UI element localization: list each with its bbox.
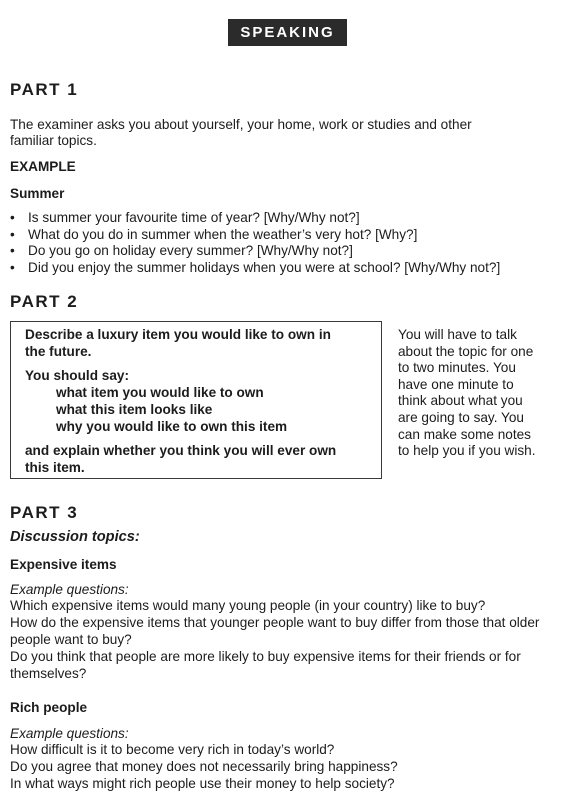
question-line: themselves?: [10, 666, 87, 681]
instruction-line: to two minutes. You: [398, 360, 516, 376]
part1-intro-line2: familiar topics.: [10, 133, 97, 148]
cue-line1: Describe a luxury item you would like to own in: [25, 327, 331, 342]
topic-title: Expensive items: [10, 557, 117, 572]
instruction-line: to help you if you wish.: [398, 443, 536, 459]
cue-line2: the future.: [25, 344, 92, 359]
part1-intro-line1: The examiner asks you about yourself, your home, work or studies and other: [10, 117, 472, 132]
explain-line2: this item.: [25, 460, 85, 475]
question-line: Do you agree that money does not necessarily bring happiness?: [10, 759, 398, 774]
instruction-line: think about what you: [398, 393, 523, 409]
instruction-line: You will have to talk: [398, 327, 517, 342]
part1-example-label: EXAMPLE: [10, 159, 76, 174]
cue-point: what item you would like to own: [56, 385, 264, 400]
question-line: Do you think that people are more likely to buy expensive items for their friends or for: [10, 649, 521, 664]
instruction-line: about the topic for one: [398, 343, 534, 359]
list-item: • Did you enjoy the summer holidays when you were at school? [Why/Why not?]: [10, 260, 500, 277]
question-line: In what ways might rich people use their money to help society?: [10, 776, 395, 791]
part1-question-list: [10, 210, 500, 276]
cue-point: what this item looks like: [56, 402, 213, 417]
cue-point: why you would like to own this item: [56, 419, 288, 434]
question-line: people want to buy?: [10, 632, 132, 647]
topic-title: Rich people: [10, 700, 88, 715]
should-say-label: You should say:: [25, 368, 129, 383]
part1-topic: Summer: [10, 186, 65, 201]
instruction-line: have one minute to: [398, 376, 514, 392]
question-line: Which expensive items would many young people (in your country) like to buy?: [10, 598, 486, 613]
cue-card: [10, 321, 382, 479]
list-item: • Is summer your favourite time of year? [Why/Why not?]: [10, 210, 500, 227]
question-line: How do the expensive items that younger people want to buy differ from those that older: [10, 615, 540, 630]
part2-instructions: [398, 327, 574, 460]
part1-heading: PART 1: [10, 80, 79, 99]
instruction-line: are going to say. You: [398, 409, 524, 425]
discussion-topics-label: Discussion topics:: [10, 529, 140, 545]
list-item: • Do you go on holiday every summer? [Why/Why not?]: [10, 243, 500, 260]
part3-heading: PART 3: [10, 503, 79, 522]
explain-line1: and explain whether you think you will ever own: [25, 443, 337, 458]
list-item: • What do you do in summer when the weather’s very hot? [Why?]: [10, 227, 500, 244]
section-banner: SPEAKING: [228, 19, 347, 46]
part2-heading: PART 2: [10, 292, 79, 311]
example-questions-label: Example questions:: [10, 582, 129, 597]
example-questions-label: Example questions:: [10, 726, 129, 741]
question-line: How difficult is it to become very rich in today’s world?: [10, 742, 335, 757]
instruction-line: can make some notes: [398, 426, 531, 442]
